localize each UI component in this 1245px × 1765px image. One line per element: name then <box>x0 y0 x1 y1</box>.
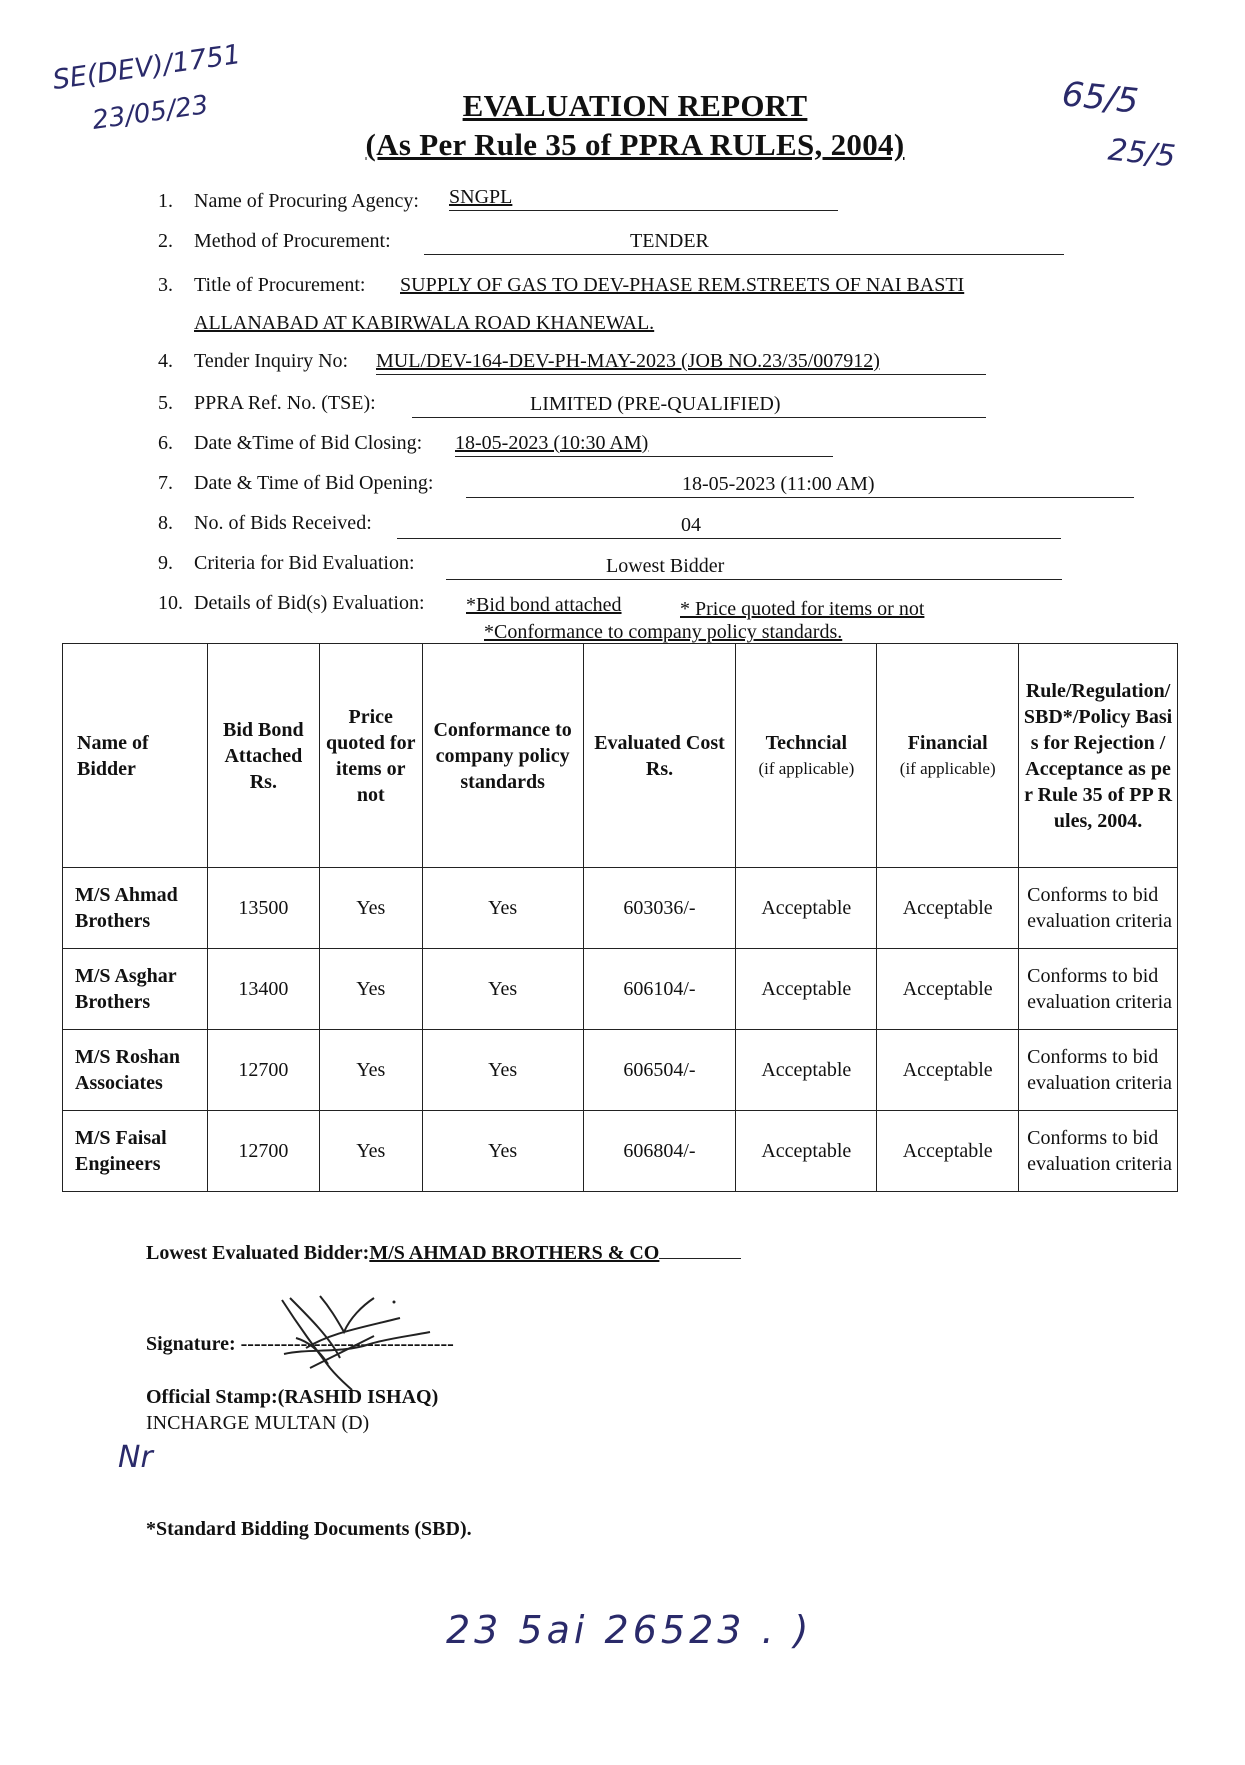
cell-conformance: Yes <box>422 1111 583 1192</box>
field-label: Tender Inquiry No: <box>194 350 349 372</box>
table-header-row <box>63 644 1178 868</box>
field-bids-received <box>158 512 372 540</box>
field-number: 8. <box>158 512 173 534</box>
field-method <box>158 230 391 258</box>
handwritten-date: 23/05/23 <box>90 90 211 136</box>
header-price-quoted: Price quoted for items or not <box>319 644 422 868</box>
cell-financial: Acceptable <box>877 868 1019 949</box>
cell-price: Yes <box>319 949 422 1030</box>
cell-conformance: Yes <box>422 949 583 1030</box>
lowest-value: M/S AHMAD BROTHERS & CO <box>369 1242 660 1264</box>
cell-price: Yes <box>319 868 422 949</box>
field-label: Criteria for Bid Evaluation: <box>194 552 415 574</box>
cell-conformance: Yes <box>422 1030 583 1111</box>
field-label: Details of Bid(s) Evaluation: <box>194 592 425 614</box>
field-bid-opening-line <box>466 473 1134 498</box>
field-value: SNGPL <box>449 186 513 208</box>
stamp-label: Official Stamp: <box>146 1386 278 1408</box>
field-number: 3. <box>158 274 173 296</box>
field-title <box>158 274 365 302</box>
handwritten-bottom-note: 23 5ai 26523 . ) <box>446 1608 813 1652</box>
field-tender-inquiry-line <box>376 350 986 375</box>
field-bids-received-line <box>397 514 1061 539</box>
lowest-underline <box>659 1240 741 1259</box>
header-financial-label: Financial <box>907 731 988 754</box>
table-row <box>63 868 1178 949</box>
field-ppra-ref <box>158 392 376 420</box>
cell-bidder: M/S Roshan Associates <box>63 1030 208 1111</box>
cell-rule: Conforms to bid evaluation criteria <box>1019 868 1178 949</box>
header-technical-label: Techncial <box>765 731 848 754</box>
sbd-footnote: *Standard Bidding Documents (SBD). <box>146 1518 472 1540</box>
field-label: Name of Procuring Agency: <box>194 190 419 212</box>
stamp-title: INCHARGE MULTAN (D) <box>146 1412 370 1434</box>
cell-bond: 13500 <box>207 868 319 949</box>
cell-technical: Acceptable <box>736 868 877 949</box>
field-value: Lowest Bidder <box>606 555 725 577</box>
lowest-label: Lowest Evaluated Bidder: <box>146 1242 370 1264</box>
header-rule-basis: Rule/Regulation/SBD*/Policy Basis for Rejection / Acceptance as per Rule 35 of PP Rules, 2004. <box>1019 644 1178 868</box>
cell-financial: Acceptable <box>877 949 1019 1030</box>
field-procuring-agency-line <box>449 186 838 211</box>
header-conformance: Conformance to company policy standards <box>422 644 583 868</box>
evaluation-table <box>62 643 1178 1192</box>
field-tender-inquiry <box>158 350 348 378</box>
field-number: 6. <box>158 432 173 454</box>
header-bidder-name: Name of Bidder <box>63 644 208 868</box>
cell-bidder: M/S Asghar Brothers <box>63 949 208 1030</box>
field-bid-opening <box>158 472 433 500</box>
table-row <box>63 1111 1178 1192</box>
header-financial <box>877 644 1019 868</box>
header-technical <box>736 644 877 868</box>
cell-bidder: M/S Faisal Engineers <box>63 1111 208 1192</box>
handwritten-note-top-right-2: 25/5 <box>1106 132 1178 175</box>
stamp-name: (RASHID ISHAQ) <box>277 1386 439 1408</box>
cell-cost: 606804/- <box>583 1111 736 1192</box>
header-financial-sub: (if applicable) <box>899 758 996 778</box>
field-label: No. of Bids Received: <box>194 512 372 534</box>
cell-technical: Acceptable <box>736 949 877 1030</box>
field-value: 18-05-2023 (10:30 AM) <box>455 432 649 454</box>
cell-rule: Conforms to bid evaluation criteria <box>1019 1030 1178 1111</box>
field-number: 9. <box>158 552 173 574</box>
field-ppra-ref-line <box>412 393 986 418</box>
field-label: Date & Time of Bid Opening: <box>194 472 434 494</box>
field-number: 5. <box>158 392 173 414</box>
field-value: MUL/DEV-164-DEV-PH-MAY-2023 (JOB NO.23/35/007912) <box>376 350 880 372</box>
field-number: 2. <box>158 230 173 252</box>
handwritten-initials: Nr <box>118 1440 153 1475</box>
report-title: EVALUATION REPORT <box>462 88 808 123</box>
header-technical-sub: (if applicable) <box>758 758 855 778</box>
field-procuring-agency <box>158 190 419 218</box>
signature-dashes: -------------------------------- <box>240 1333 454 1355</box>
field-details-value-b: * Price quoted for items or not <box>680 598 925 620</box>
cell-bidder: M/S Ahmad Brothers <box>63 868 208 949</box>
cell-technical: Acceptable <box>736 1030 877 1111</box>
cell-price: Yes <box>319 1030 422 1111</box>
lowest-evaluated-bidder <box>146 1240 741 1265</box>
cell-bond: 12700 <box>207 1111 319 1192</box>
field-number: 7. <box>158 472 173 494</box>
cell-cost: 606104/- <box>583 949 736 1030</box>
cell-conformance: Yes <box>422 868 583 949</box>
cell-technical: Acceptable <box>736 1111 877 1192</box>
official-stamp <box>146 1386 438 1409</box>
field-label: Date &Time of Bid Closing: <box>194 432 423 454</box>
handwritten-note-top-right: 65/5 <box>1060 74 1141 122</box>
field-title-value: SUPPLY OF GAS TO DEV-PHASE REM.STREETS OF NAI BASTI <box>400 274 965 296</box>
field-value: TENDER <box>630 230 709 252</box>
field-details-value-line2: *Conformance to company policy standards. <box>484 621 843 643</box>
cell-financial: Acceptable <box>877 1030 1019 1111</box>
field-value: LIMITED (PRE-QUALIFIED) <box>530 393 781 415</box>
cell-cost: 603036/- <box>583 868 736 949</box>
field-label: Title of Procurement: <box>194 274 366 296</box>
field-title-value-line2: ALLANABAD AT KABIRWALA ROAD KHANEWAL. <box>194 312 655 334</box>
cell-rule: Conforms to bid evaluation criteria <box>1019 1111 1178 1192</box>
field-details <box>158 592 425 620</box>
field-label: Method of Procurement: <box>194 230 391 252</box>
field-value: 18-05-2023 (11:00 AM) <box>682 473 875 495</box>
field-number: 4. <box>158 350 173 372</box>
header-evaluated-cost: Evaluated Cost Rs. <box>583 644 736 868</box>
signature-label: Signature: <box>146 1333 236 1355</box>
cell-rule: Conforms to bid evaluation criteria <box>1019 949 1178 1030</box>
report-subtitle: (As Per Rule 35 of PPRA RULES, 2004) <box>365 127 905 162</box>
field-number: 1. <box>158 190 173 212</box>
field-value: 04 <box>681 514 701 536</box>
handwritten-reference: SE(DEV)/1751 <box>50 38 243 97</box>
table-row <box>63 1030 1178 1111</box>
cell-bond: 13400 <box>207 949 319 1030</box>
cell-bond: 12700 <box>207 1030 319 1111</box>
field-label: PPRA Ref. No. (TSE): <box>194 392 376 414</box>
table-row <box>63 949 1178 1030</box>
field-criteria-line <box>446 555 1062 580</box>
field-method-line <box>424 230 1064 255</box>
field-details-value-a: *Bid bond attached <box>466 594 622 616</box>
field-number: 10. <box>158 592 183 614</box>
cell-cost: 606504/- <box>583 1030 736 1111</box>
cell-price: Yes <box>319 1111 422 1192</box>
header-bid-bond: Bid Bond Attached Rs. <box>207 644 319 868</box>
handwritten-signature <box>270 1288 440 1393</box>
field-bid-closing <box>158 432 422 460</box>
field-criteria <box>158 552 415 580</box>
cell-financial: Acceptable <box>877 1111 1019 1192</box>
field-bid-closing-line <box>455 432 833 457</box>
